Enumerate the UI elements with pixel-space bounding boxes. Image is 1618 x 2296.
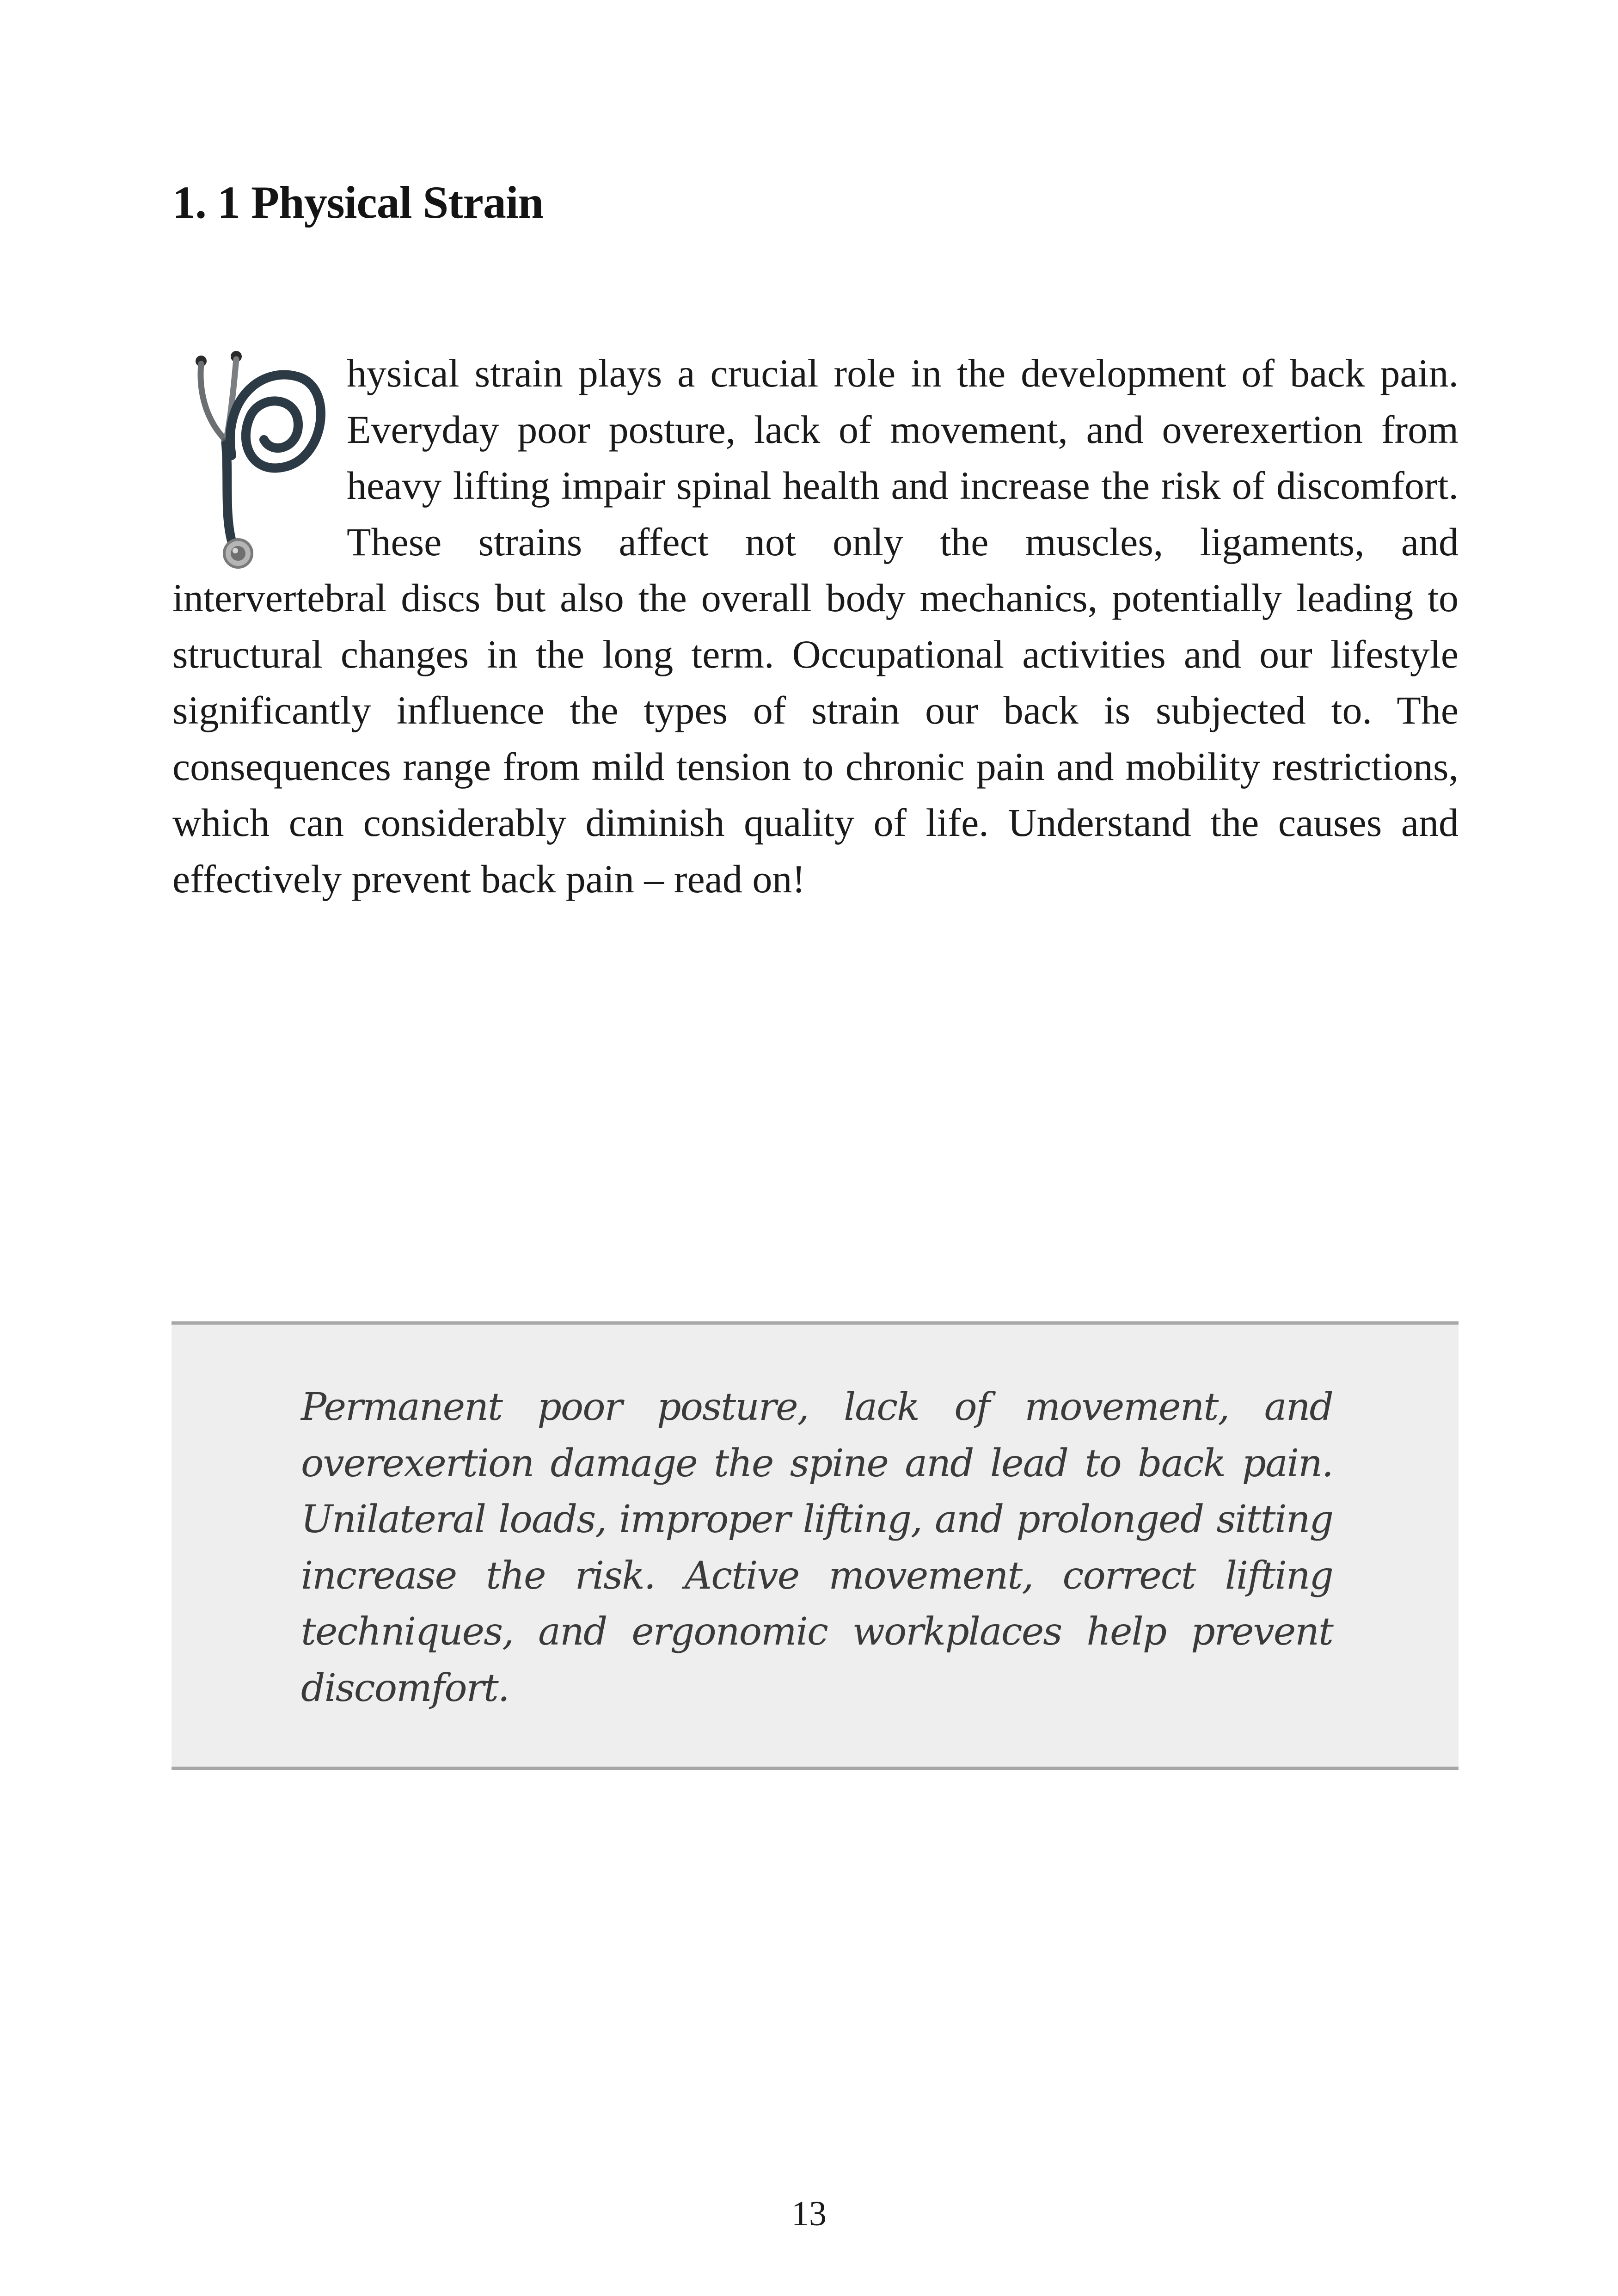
stethoscope-icon — [172, 345, 330, 570]
intro-paragraph — [172, 345, 1459, 907]
intro-paragraph-text: hysical strain plays a crucial role in the development of back pain. Everyday poor posture, lack of movement, and overexertion from heavy lifting impair spinal health and increase the risk of discomfort. These strains affect not only the muscles, ligaments, and intervertebral discs but also the overall body mechanics, potentially leading to structural changes in the long term. Occupational activities and our lifestyle significantly influence the types of strain our back is subjected to. The consequences range from mild tension to chronic pain and mobility restrictions, which can considerably diminish quality of life. Understand the causes and effectively prevent back pain – read on! — [172, 351, 1459, 901]
callout-text: Permanent poor posture, lack of movement, and overexertion damage the spine and lead to back pain. Unilateral loads, improper lifting, and prolonged sitting increase the risk. Active movement, correct lifting techniques, and ergonomic workplaces help prevent discomfort. — [301, 1385, 1333, 1710]
summary-callout — [172, 1321, 1459, 1770]
section-heading: 1. 1 Physical Strain — [172, 177, 544, 228]
page-number: 13 — [791, 2194, 827, 2233]
